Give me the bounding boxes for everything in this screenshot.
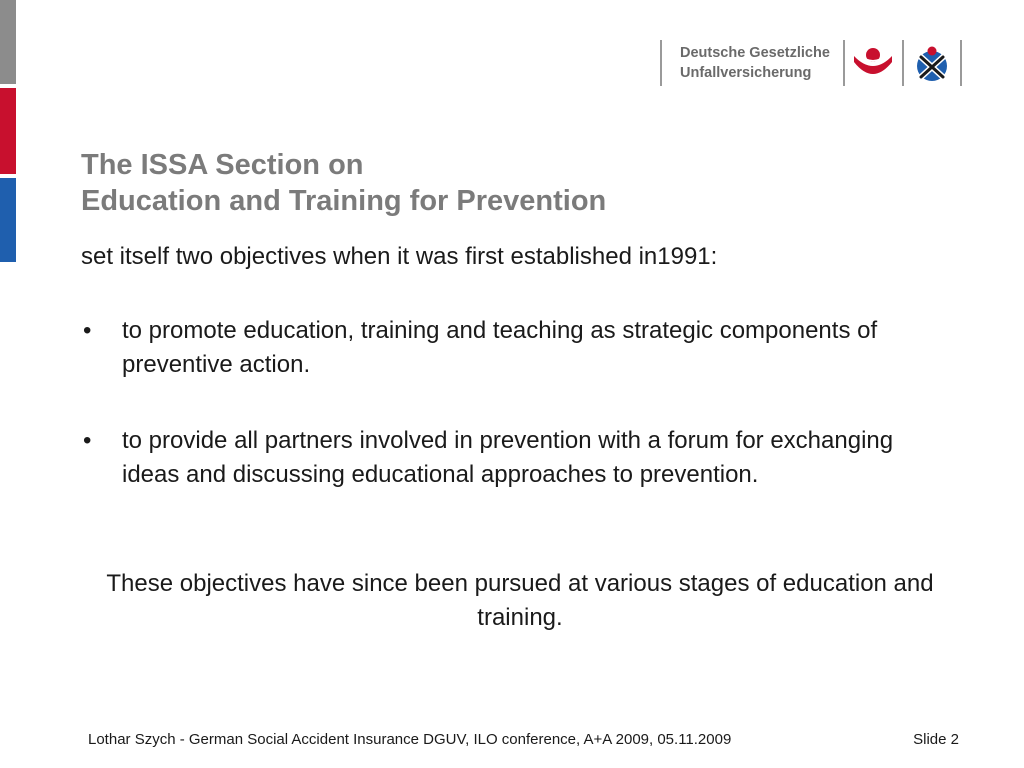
title-line-1: The ISSA Section on (81, 149, 364, 181)
dguv-red-emblem-icon (852, 46, 894, 82)
intro-text: set itself two objectives when it was first established in1991: (81, 243, 718, 270)
logo-wordmark (680, 43, 840, 83)
logo-divider (660, 40, 662, 86)
logo-divider (960, 40, 962, 86)
title-line-2: Education and Training for Prevention (81, 185, 607, 217)
logo-divider (843, 40, 845, 86)
side-bar-gray (0, 0, 16, 84)
bullet-text: to provide all partners involved in prevention with a forum for exchanging ideas and discussing educational approaches to prevention. (122, 427, 894, 488)
bullet-text: to promote education, training and teaching as strategic components of preventive action. (122, 317, 878, 378)
bullet-marker: • (83, 317, 92, 344)
logo-line-1: Deutsche Gesetzliche (680, 45, 830, 61)
logo-divider (902, 40, 904, 86)
slide-number: Slide 2 (913, 731, 959, 748)
dguv-figure-emblem-icon (912, 44, 952, 84)
bullet-marker: • (83, 427, 92, 454)
slide-title (81, 147, 961, 219)
footer-text: Lothar Szych - German Social Accident Insurance DGUV, ILO conference, A+A 2009, 05.11.2009 (88, 731, 732, 748)
closing-statement: These objectives have since been pursued at various stages of education and training. (106, 570, 934, 631)
side-bar-blue (0, 178, 16, 262)
side-bar-red (0, 88, 16, 174)
dguv-logo (660, 40, 964, 86)
logo-line-2: Unfallversicherung (680, 65, 812, 81)
